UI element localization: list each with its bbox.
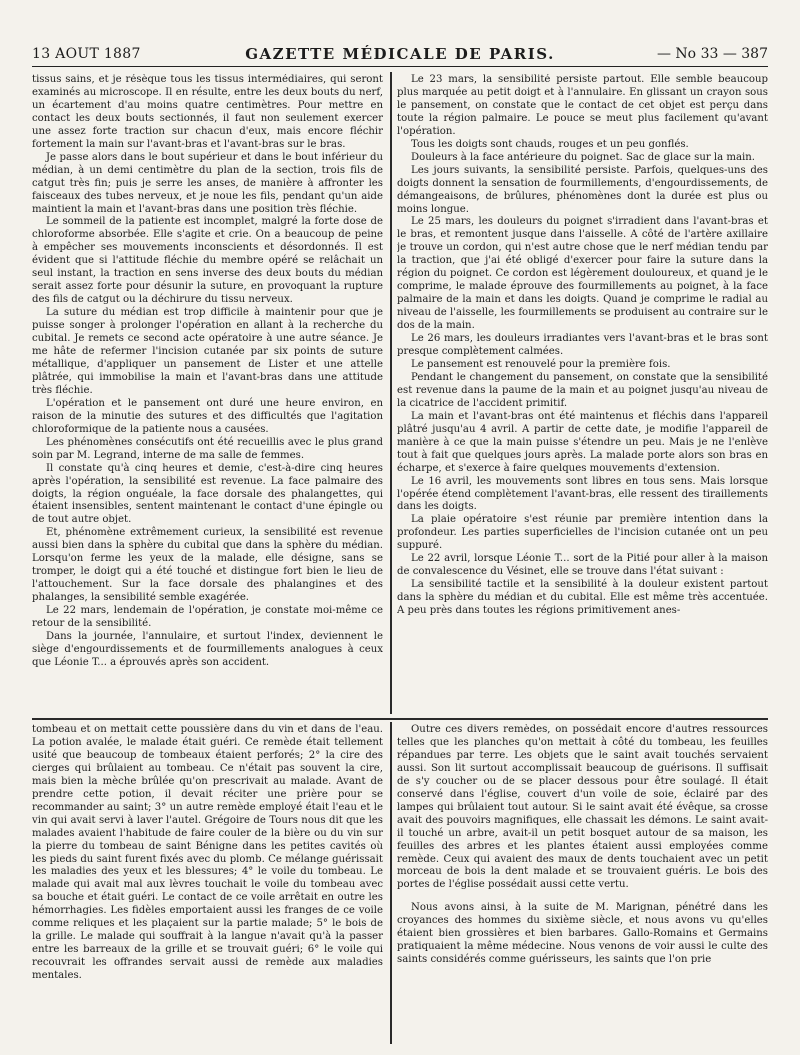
article-column-bottom-left [32, 724, 383, 1044]
paragraph: La suture du médian est trop difficile à maintenir pour que je puisse songer à prolonger l'opération en allant à la recherche du cubital. Je remets ce second acte opératoire à une autre séance. Je me hâte de refermer l'incision cutanée par six points de suture métallique, d'appliquer un pansement de Lister et une attelle plâtrée, qui immobilise la main et l'avant-bras dans une attitude très fléchie. [32, 307, 383, 396]
paragraph: Le 26 mars, les douleurs irradiantes vers l'avant-bras et le bras sont presque complètement calmées. [397, 333, 768, 358]
paragraph: Le sommeil de la patiente est incomplet, malgré la forte dose de chloroforme absorbée. Elle s'agite et crie. On a beaucoup de peine à empêcher ses mouvements inconscients et désordonnés. Il est évident que si l'attitude fléchie du membre opéré se relâchait un seul instant, la traction en sens inverse des deux bouts du médian serait assez forte pour désunir la suture, en provoquant la rupture des fils de catgut ou la déchirure du tissu nerveux. [32, 216, 383, 306]
paragraph: Et, phénomène extrêmement curieux, la sensibilité est revenue aussi bien dans la sphère du cubital que dans la sphère du médian. Lorsqu'on ferme les yeux de la malade, elle désigne, sans se tromper, le doigt qui a été touché et distingue fort bien le lieu de l'attouchement. Sur la face dorsale des phalangines et des phalanges, la sensibilité semble exagérée. [32, 527, 383, 604]
paragraph: Le 23 mars, la sensibilité persiste partout. Elle semble beaucoup plus marquée au petit doigt et à l'annulaire. En glissant un crayon sous le pansement, on constate que le contact de cet objet est perçu dans toute la région palmaire. Le pouce se meut plus facilement qu'avant l'opération. [397, 74, 768, 137]
paragraph: Tous les doigts sont chauds, rouges et un peu gonflés. [411, 138, 689, 150]
paragraph: Le 16 avril, les mouvements sont libres en tous sens. Mais lorsque l'opérée étend complètement l'avant-bras, elle ressent des tiraillements dans les doigts. [397, 475, 768, 513]
column-divider-bottom [390, 722, 392, 1044]
paragraph: Pendant le changement du pansement, on constate que la sensibilité est revenue dans la paume de la main et au poignet jusqu'au niveau de la cicatrice de l'accident primitif. [397, 371, 768, 409]
paragraph: Douleurs à la face antérieure du poignet. Sac de glace sur la main. [411, 151, 756, 163]
paragraph: Nous avons ainsi, à la suite de M. Marignan, pénétré dans les croyances des hommes du sixième siècle, et nous avons vu qu'elles étaient bien grossières et bien barbares. Gallo-Romains et Germains pratiquaient la même médecine. Nous venons de voir aussi le culte des saints considérés comme guérisseurs, les saints que l'on prie [397, 902, 768, 966]
paragraph: La sensibilité tactile et la sensibilité à la douleur existent partout dans la sphère du médian et du cubital. Elle est même très accentuée. A peu près dans toutes les régions primitivement anes- [397, 579, 768, 617]
issue-date: 13 AOUT 1887 [32, 46, 141, 62]
paragraph: Les jours suivants, la sensibilité persiste. Parfois, quelques-uns des doigts donnent la sensation de fourmillements, d'engourdissements, de démangeaisons, de brûlures, phénomènes dont la durée est plus ou moins longue. [397, 164, 768, 215]
paragraph: Il constate qu'à cinq heures et demie, c'est-à-dire cinq heures après l'opération, la sensibilité est revenue. La face palmaire des doigts, la région onguéale, la face dorsale des phalangettes, qui étaient insensibles, sentent maintenant le contact d'une épingle ou de tout autre objet. [32, 462, 383, 526]
issue-page-number: — No 33 — 387 [656, 46, 768, 62]
paragraph: Le 22 mars, lendemain de l'opération, je constate moi-même ce retour de la sensibilité. [32, 605, 383, 630]
paragraph: Je passe alors dans le bout supérieur et dans le bout inférieur du médian, à un demi centimètre du plan de la section, trois fils de catgut très fin; puis je serre les anses, de manière à affronter les faisceaux des tubes nerveux, et je noue les fils, pendant qu'un aide maintient la main et l'avant-bras dans une position très fléchie. [32, 151, 383, 215]
paragraph: tissus sains, et je résèque tous les tissus intermédiaires, qui seront examinés au microscope. Il en résulte, entre les deux bouts du nerf, un écartement d'au moins quatre centimètres. Pour mettre en contact les deux bouts sectionnés, il faut non seulement exercer une assez forte traction sur chacun d'eux, mais encore fléchir fortement la main sur l'avant-bras et l'avant-bras sur le bras. [32, 74, 383, 150]
paragraph: La plaie opératoire s'est réunie par première intention dans la profondeur. Les parties superficielles de l'incision cutanée ont un peu suppuré. [397, 514, 768, 552]
page-header [32, 44, 768, 67]
journal-title: GAZETTE MÉDICALE DE PARIS. [245, 45, 555, 63]
paragraph: tombeau et on mettait cette poussière dans du vin et dans de l'eau. La potion avalée, le malade était guéri. Ce remède était tellement usité que beaucoup de tombeaux étaient perforés; 2° la cire des cierges qui brûlaient au tombeau. Ce n'était pas souvent la cire, mais bien la mèche brûlée qu'on prescrivait au malade. Avant de prendre cette potion, il devait réciter une prière pour se recommander au saint; 3° un autre remède employé était l'eau et le vin qui avait servi à laver l'autel. Grégoire de Tours nous dit que les malades avaient l'habitude de faire couler de la bière ou du vin sur la pierre du tombeau de saint Bénigne dans les petites cavités où les pieds du saint furent fixés avec du plomb. Ce mélange guérissait les maladies des yeux et les blessures; 4° le voile du tombeau. Le malade qui avait mal aux lèvres touchait le voile du tombeau avec sa bouche et était guéri. Le contact de ce voile arrêtait en outre les hémorrhagies. Les fidèles emportaient aussi les franges de ce voile comme reliques et les plaçaient sur la partie malade; 5° le bois de la grille. Le malade qui souffrait à la langue n'avait qu'à la passer entre les barreaux de la grille et se trouvait guéri; 6° le voile qui recouvrait les offrandes servait aussi de remède aux maladies mentales. [32, 724, 383, 982]
paragraph: L'opération et le pansement ont duré une heure environ, en raison de la minutie des sutures et des difficultés que l'agitation chloroformique de la patiente nous a causées. [32, 397, 383, 435]
paragraph: Le 22 avril, lorsque Léonie T... sort de la Pitié pour aller à la maison de convalescence du Vésinet, elle se trouve dans l'état suivant : [397, 553, 768, 578]
article-column-top-right [397, 74, 768, 714]
paragraph: Outre ces divers remèdes, on possédait encore d'autres ressources telles que les planches qu'on mettait à côté du tombeau, les feuilles répandues par terre. Les objets que le saint avait touchés servaient aussi. Son lit surtout accomplissait beaucoup de guérisons. Il suffisait de s'y coucher ou de se placer dessous pour être soulagé. Il était conservé dans l'église, couvert d'un voile de soie, éclairé par des lampes qui brûlaient tout autour. Si le saint avait été évêque, sa crosse avait des pouvoirs magnifiques, elle chassait les démons. Le saint avait-il touché un arbre, avait-il un petit bosquet autour de sa maison, les feuilles des arbres et les plantes étaient aussi employées comme remède. Ceux qui avaient des maux de dents touchaient avec un petit morceau de bois la dent malade et se trouvaient guéris. Le bois des portes de l'église possédait aussi cette vertu. [397, 724, 768, 891]
paragraph: Le 25 mars, les douleurs du poignet s'irradient dans l'avant-bras et le bras, et remontent jusque dans l'aisselle. A côté de l'artère axillaire je trouve un cordon, qui n'est autre chose que le nerf médian tendu par la traction, que j'ai été obligé d'exercer pour faire la suture dans la région du poignet. Ce cordon est légèrement douloureux, et quand je le comprime, le malade éprouve des fourmillements au poignet, à la face palmaire de la main et dans les doigts. Quand je comprime le radial au niveau de l'aisselle, les fourmillements se produisent au contraire sur le dos de la main. [397, 216, 768, 332]
paragraph: Les phénomènes consécutifs ont été recueillis avec le plus grand soin par M. Legrand, interne de ma salle de femmes. [32, 436, 383, 461]
article-column-top-left [32, 74, 383, 714]
section-divider [32, 718, 768, 720]
paragraph: La main et l'avant-bras ont été maintenus et fléchis dans l'appareil plâtré jusqu'au 4 avril. A partir de cette date, je modifie l'appareil de manière à ce que la main puisse s'étendre un peu. Mais je ne l'enlève tout à fait que quelques jours après. La malade porte alors son bras en écharpe, et s'exerce à faire quelques mouvements d'extension. [397, 410, 768, 474]
paragraph: Le pansement est renouvelé pour la première fois. [411, 358, 671, 370]
paragraph: Dans la journée, l'annulaire, et surtout l'index, deviennent le siège d'engourdissements et de fourmillements analogues à ceux que Léonie T... a éprouvés après son accident. [32, 630, 383, 668]
article-column-bottom-right [397, 724, 768, 1044]
column-divider-top [390, 72, 392, 714]
